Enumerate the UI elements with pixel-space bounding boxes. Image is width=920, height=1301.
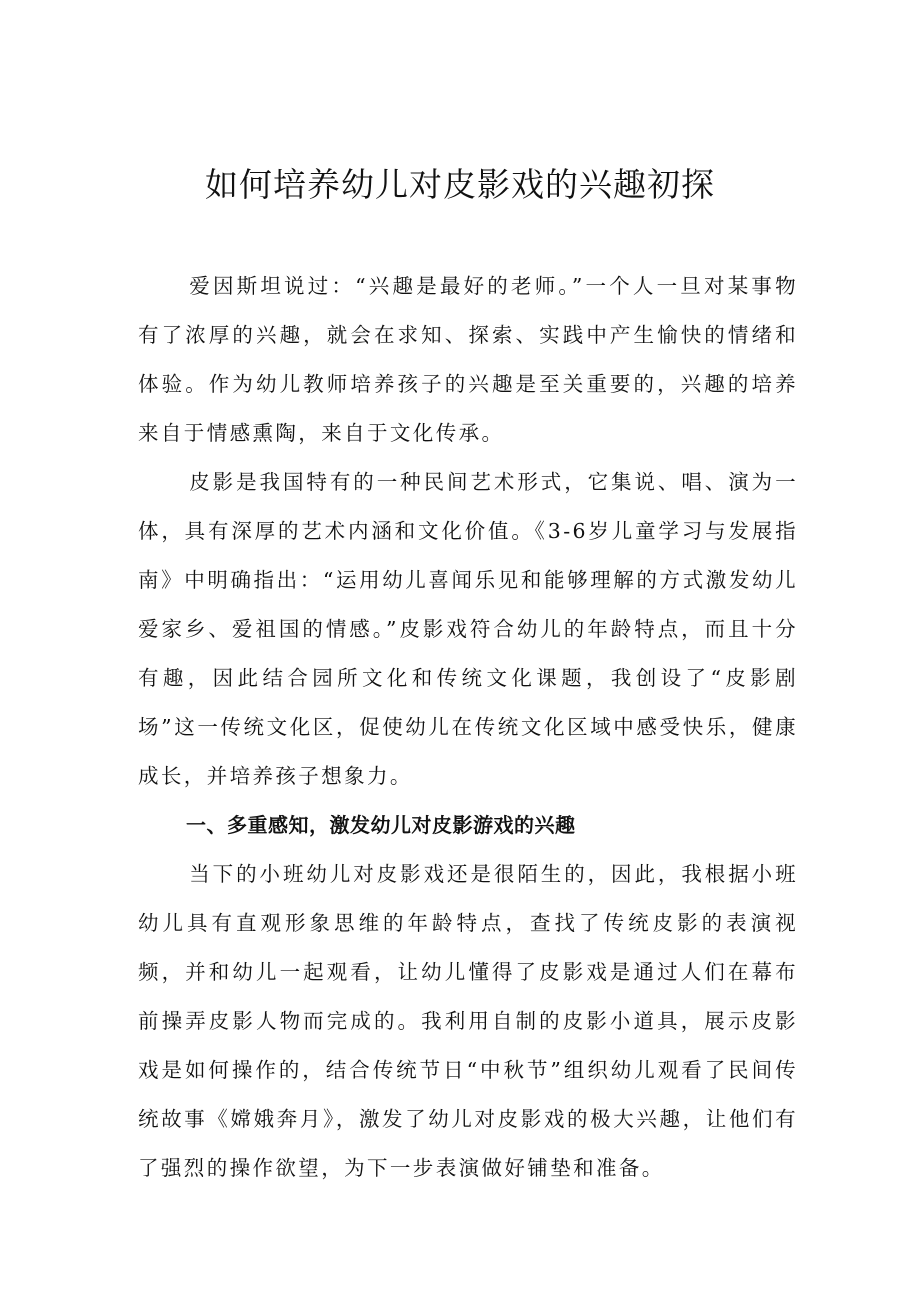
paragraph-background: 皮影是我国特有的一种民间艺术形式，它集说、唱、演为一体，具有深厚的艺术内涵和文化价值。《3-6岁儿童学习与发展指南》中明确指出：“运用幼儿喜闻乐见和能够理解的方式激发幼儿爱家乡、爱祖国的情感。”皮影戏符合幼儿的年龄特点，而且十分有趣，因此结合园所文化和传统文化课题，我创设了“皮影剧场”这一传统文化区，促使幼儿在传统文化区域中感受快乐，健康成长，并培养孩子想象力。 xyxy=(138,470,798,788)
document-title: 如何培养幼儿对皮影戏的兴趣初探 xyxy=(205,165,715,204)
section-heading-1: 一、多重感知，激发幼儿对皮影游戏的兴趣 xyxy=(186,813,576,837)
document-body xyxy=(138,262,798,1193)
paragraph-section-1: 当下的小班幼儿对皮影戏还是很陌生的，因此，我根据小班幼儿具有直观形象思维的年龄特点，查找了传统皮影的表演视频，并和幼儿一起观看，让幼儿懂得了皮影戏是通过人们在幕布前操弄皮影人物而完成的。我利用自制的皮影小道具，展示皮影戏是如何操作的，结合传统节日“中秋节”组织幼儿观看了民间传统故事《嫦娥奔月》，激发了幼儿对皮影戏的极大兴趣，让他们有了强烈的操作欲望，为下一步表演做好铺垫和准备。 xyxy=(138,862,798,1180)
paragraph-intro: 爱因斯坦说过：“兴趣是最好的老师。”一个人一旦对某事物有了浓厚的兴趣，就会在求知、探索、实践中产生愉快的情绪和体验。作为幼儿教师培养孩子的兴趣是至关重要的，兴趣的培养来自于情感熏陶，来自于文化传承。 xyxy=(138,274,798,445)
